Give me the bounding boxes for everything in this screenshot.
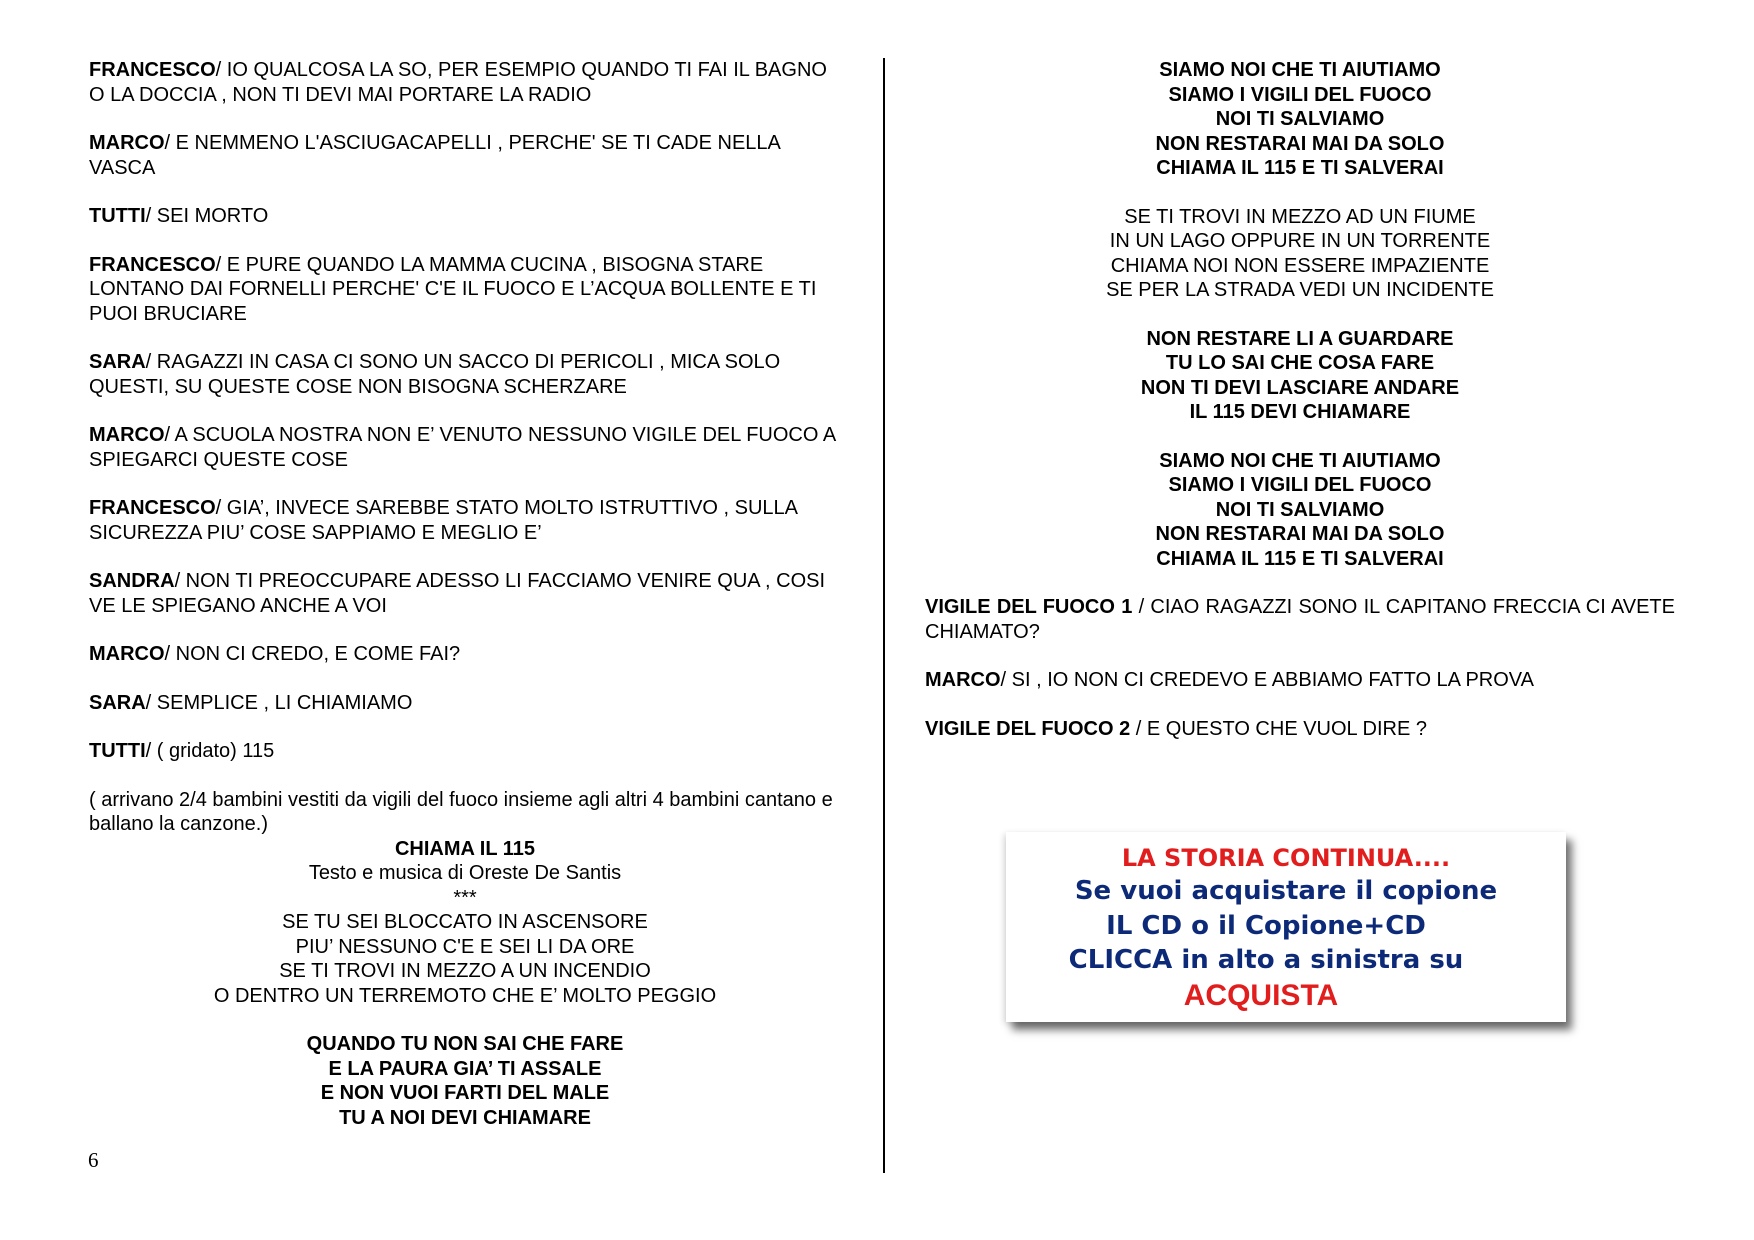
promo-acquista-link[interactable]: ACQUISTA [1183,979,1339,1012]
song-prechorus-2 [925,327,1675,425]
lyric-line: SIAMO I VIGILI DEL FUOCO [1168,474,1432,496]
dialogue-line: VIGILE DEL FUOCO 1 / CIAO RAGAZZI SONO IL CAPITANO FRECCIA CI AVETE CHIAMATO? [925,596,1675,643]
lyric-line: SIAMO I VIGILI DEL FUOCO [1168,83,1432,106]
lyric-line: TU LO SAI CHE COSA FARE [1165,352,1435,374]
lyric-line: SE TI TROVI IN MEZZO AD UN FIUME [1124,205,1476,228]
dialogue-line: MARCO/ A SCUOLA NOSTRA NON E’ VENUTO NESSUNO VIGILE DEL FUOCO A SPIEGARCI QUESTE COSE [89,424,836,471]
lyric-line: E NON VUOI FARTI DEL MALE [320,1082,610,1104]
lyric-line: NON RESTARE LI A GUARDARE [1146,327,1454,350]
lyric-line: E LA PAURA GIA’ TI ASSALE [328,1057,602,1080]
lyric-line: NON RESTARAI MAI DA SOLO [1155,132,1445,155]
dialogue-line: MARCO/ NON CI CREDO, E COME FAI? [89,643,461,665]
song-refrain-2 [925,449,1675,572]
lyric-line: IL 115 DEVI CHIAMARE [1189,401,1411,423]
dialogue-line: MARCO/ E NEMMENO L'ASCIUGACAPELLI , PERCHE' SE TI CADE NELLA VASCA [89,132,780,179]
lyric-line: SE PER LA STRADA VEDI UN INCIDENTE [1106,279,1494,301]
column-divider [883,58,885,1173]
lyric-line: PIU’ NESSUNO C'E E SEI LI DA ORE [295,935,635,958]
lyric-line: CHIAMA IL 115 E TI SALVERAI [1156,157,1444,179]
dialogue-line: SARA/ SEMPLICE , LI CHIAMIAMO [89,691,413,714]
left-column [89,58,841,1154]
dialogue-line: FRANCESCO/ IO QUALCOSA LA SO, PER ESEMPIO QUANDO TI FAI IL BAGNO O LA DOCCIA , NON TI DEVI MAI PORTARE LA RADIO [89,59,827,106]
lyric-line: NON TI DEVI LASCIARE ANDARE [1140,376,1460,399]
song-verse-2 [925,205,1675,303]
promo-headline: LA STORIA CONTINUA.... [1121,844,1451,872]
dialogue-line: SARA/ RAGAZZI IN CASA CI SONO UN SACCO DI PERICOLI , MICA SOLO QUESTI, SU QUESTE COSE NON BISOGNA SCHERZARE [89,351,781,398]
separator: *** [453,886,477,909]
lyric-line: NOI TI SALVIAMO [1215,498,1385,521]
lyric-line: SIAMO NOI CHE TI AIUTIAMO [1159,449,1441,472]
promo-line: IL CD o il Copione+CD [1106,911,1426,941]
dialogue-line: TUTTI/ SEI MORTO [89,205,269,227]
lyric-line: QUANDO TU NON SAI CHE FARE [306,1033,624,1055]
lyric-line: SE TU SEI BLOCCATO IN ASCENSORE [282,911,648,933]
lyric-line: CHIAMA NOI NON ESSERE IMPAZIENTE [1110,254,1490,277]
dialogue-line: SANDRA/ NON TI PREOCCUPARE ADESSO LI FACCIAMO VENIRE QUA , COSI VE LE SPIEGANO ANCHE A VOI [89,570,826,617]
song-title: CHIAMA IL 115 [394,837,536,860]
song-header [89,837,841,911]
lyric-line: NOI TI SALVIAMO [1215,108,1385,130]
lyric-line: SE TI TROVI IN MEZZO A UN INCENDIO [279,960,651,982]
song-prechorus-1 [89,1032,841,1130]
page-number: 6 [88,1148,99,1172]
dialogue-line: MARCO/ SI , IO NON CI CREDEVO E ABBIAMO FATTO LA PROVA [925,669,1535,691]
purchase-promo-banner[interactable] [1006,832,1566,1022]
song-verse-1 [89,910,841,1008]
lyric-line: SIAMO NOI CHE TI AIUTIAMO [1159,59,1441,81]
promo-line: CLICCA in alto a sinistra su [1068,945,1464,975]
lyric-line: TU A NOI DEVI CHIAMARE [339,1106,591,1129]
dialogue-line: VIGILE DEL FUOCO 2 / E QUESTO CHE VUOL DIRE ? [925,717,1427,740]
lyric-line: NON RESTARAI MAI DA SOLO [1155,523,1445,545]
dialogue-line: TUTTI/ ( gridato) 115 [89,740,275,762]
lyric-line: IN UN LAGO OPPURE IN UN TORRENTE [1109,230,1491,252]
promo-line: Se vuoi acquistare il copione [1074,876,1498,906]
song-refrain-1 [925,58,1675,181]
lyric-line: O DENTRO UN TERREMOTO CHE E’ MOLTO PEGGIO [213,984,717,1007]
stage-direction: ( arrivano 2/4 bambini vestiti da vigili del fuoco insieme agli altri 4 bambini cantano e ballano la canzone.) [89,788,833,835]
lyric-line: CHIAMA IL 115 E TI SALVERAI [1156,547,1444,570]
dialogue-line: FRANCESCO/ GIA’, INVECE SAREBBE STATO MOLTO ISTRUTTIVO , SULLA SICUREZZA PIU’ COSE SAPPIAMO E MEGLIO E’ [89,497,797,544]
dialogue-line: FRANCESCO/ E PURE QUANDO LA MAMMA CUCINA , BISOGNA STARE LONTANO DAI FORNELLI PERCHE' C'E IL FUOCO E L’ACQUA BOLLENTE E TI PUOI BRUCIARE [89,253,817,325]
song-credit: Testo e musica di Oreste De Santis [308,862,622,884]
right-column [925,58,1675,765]
